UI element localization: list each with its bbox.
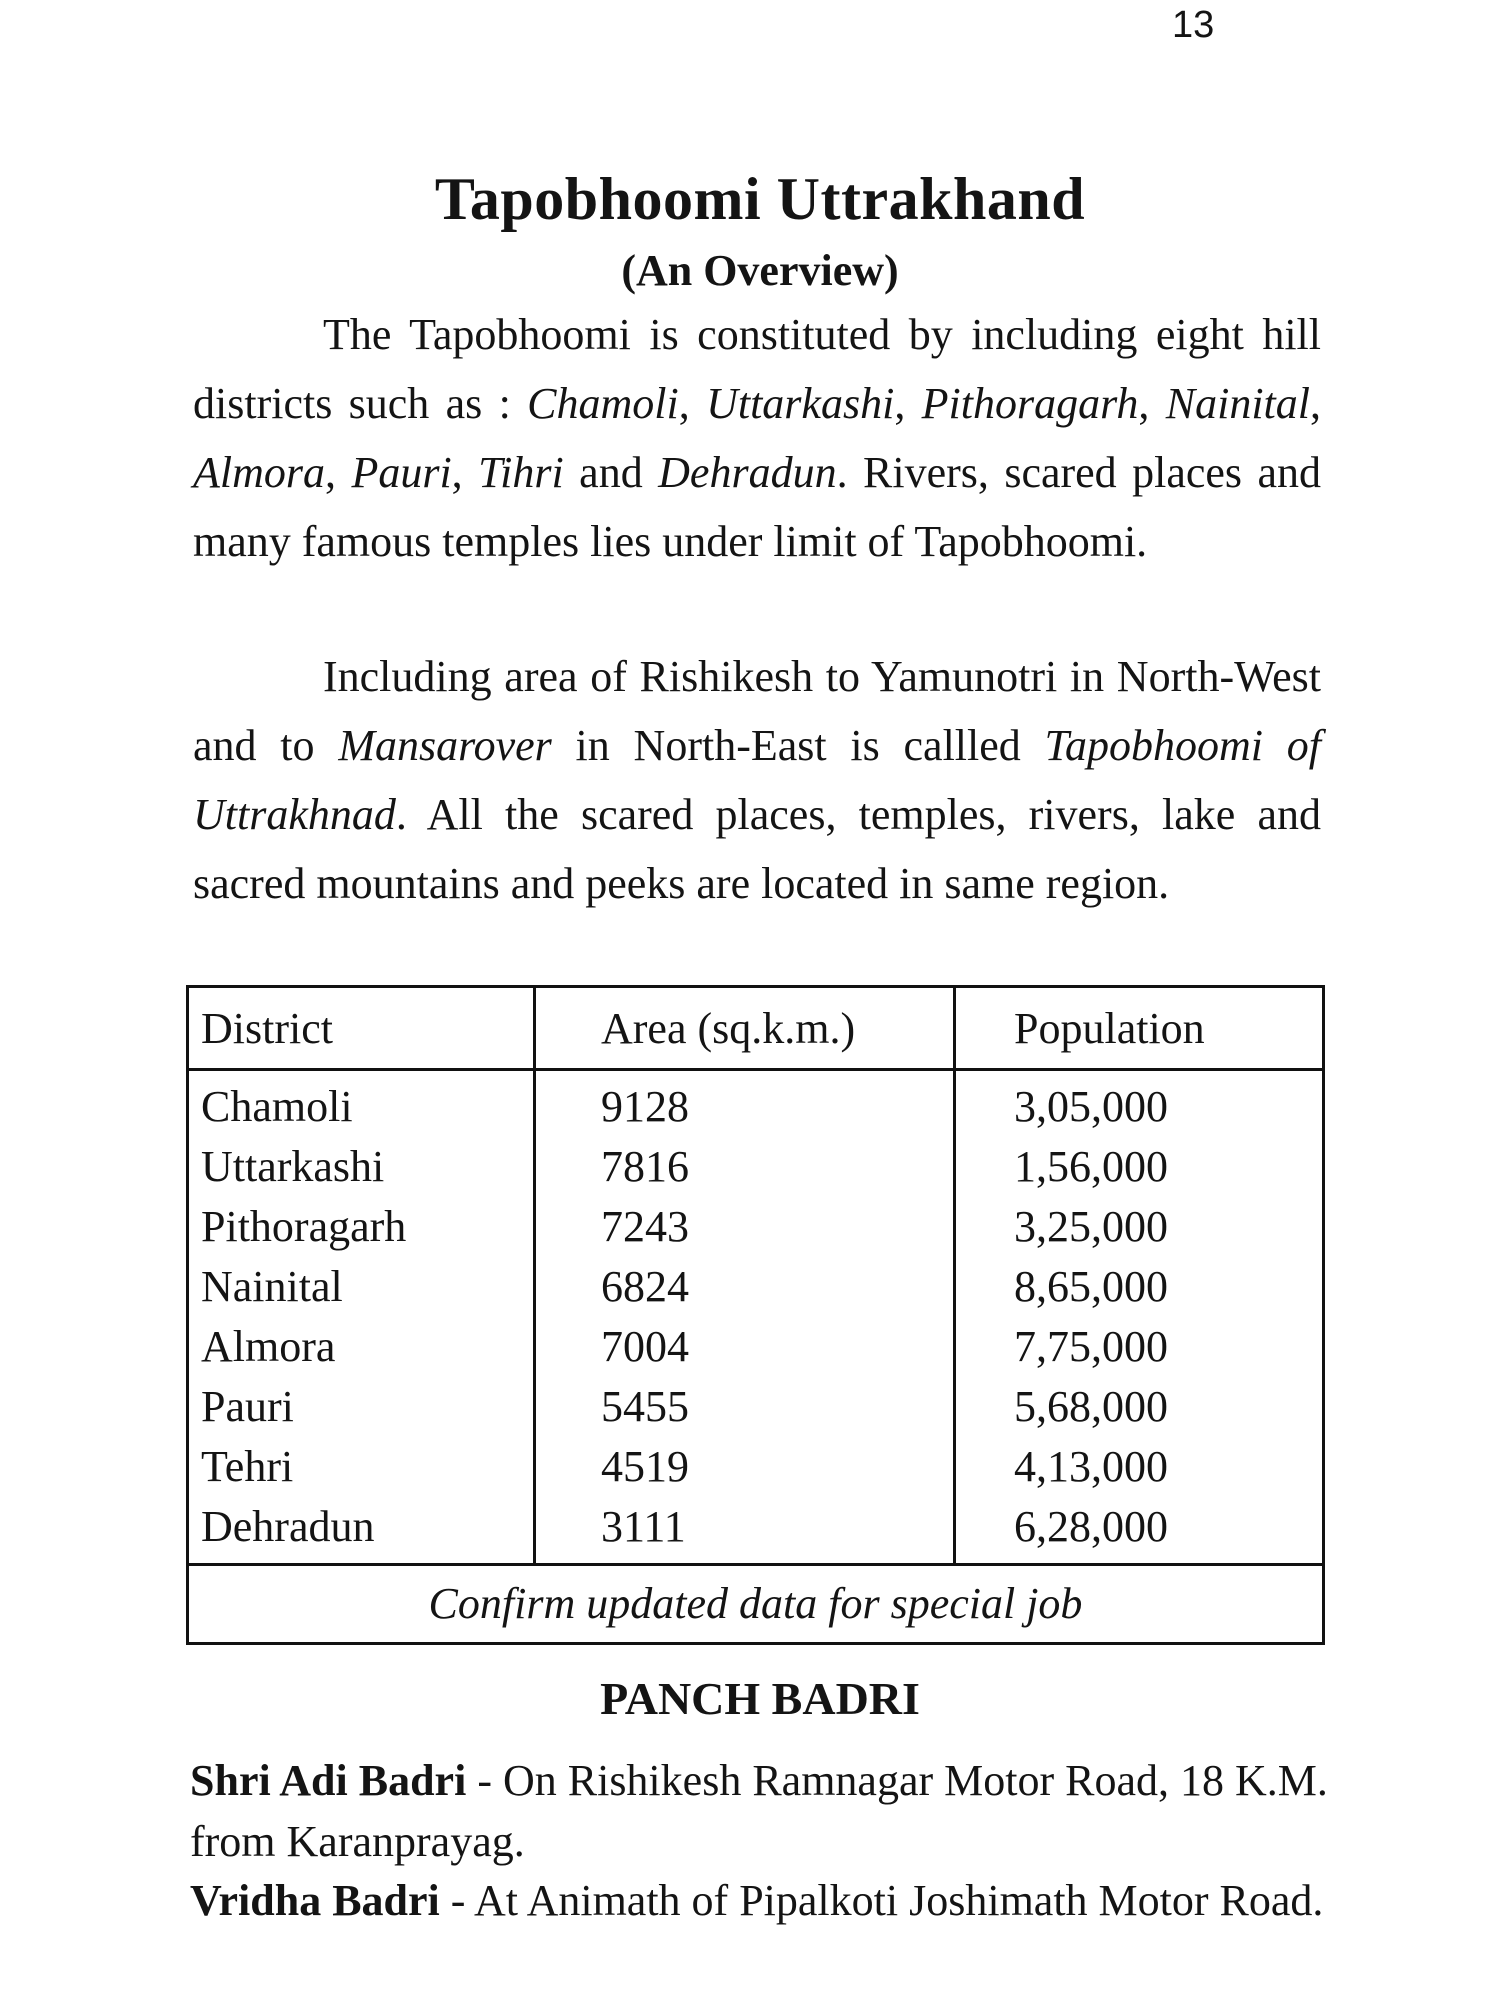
- badri-description: - At Animath of Pipalkoti Joshimath Motor Road.: [439, 1876, 1324, 1925]
- district-name: Tihri: [478, 448, 564, 497]
- intro-text: The Tapobhoomi is constituted by including eight hill districts such as :: [193, 310, 1321, 428]
- place-name: Tapobhoomi of Uttrakhnad: [193, 721, 1321, 839]
- population-cell: 5,68,000: [955, 1377, 1324, 1437]
- page-subtitle: (An Overview): [621, 246, 899, 295]
- badri-name: Vridha Badri: [190, 1876, 440, 1925]
- population-cell: 6,28,000: [955, 1497, 1324, 1565]
- table-note-row: [188, 1565, 1324, 1644]
- district-cell: Tehri: [188, 1437, 535, 1497]
- table-row: [188, 1070, 1324, 1138]
- badri-entry: [190, 1870, 1330, 1931]
- area-cell: 5455: [535, 1377, 955, 1437]
- column-header-district: District: [188, 987, 535, 1070]
- district-name: Nainital: [1165, 379, 1310, 428]
- table-row: [188, 1137, 1324, 1197]
- district-cell: Pauri: [188, 1377, 535, 1437]
- intro-text: . Rivers, scared places and many famous temples lies under limit of Tapobhoomi.: [193, 448, 1322, 566]
- district-name: Almora: [193, 448, 325, 497]
- badri-name: Shri Adi Badri: [190, 1756, 467, 1805]
- district-cell: Uttarkashi: [188, 1137, 535, 1197]
- table-header-row: [188, 987, 1324, 1070]
- district-name: Pithoragarh: [921, 379, 1139, 428]
- table-row: [188, 1197, 1324, 1257]
- table-row: [188, 1317, 1324, 1377]
- column-header-area: Area (sq.k.m.): [535, 987, 955, 1070]
- district-cell: Dehradun: [188, 1497, 535, 1565]
- page-number: 13: [1172, 4, 1215, 46]
- district-name: Pauri: [351, 448, 452, 497]
- region-text: in North-East is callled: [551, 721, 1045, 770]
- column-header-population: Population: [955, 987, 1324, 1070]
- district-cell: Almora: [188, 1317, 535, 1377]
- population-cell: 4,13,000: [955, 1437, 1324, 1497]
- area-cell: 3111: [535, 1497, 955, 1565]
- population-cell: 3,05,000: [955, 1070, 1324, 1138]
- district-name: Chamoli: [527, 379, 679, 428]
- table-row: [188, 1257, 1324, 1317]
- table-note: Confirm updated data for special job: [188, 1565, 1324, 1644]
- area-cell: 9128: [535, 1070, 955, 1138]
- population-cell: 1,56,000: [955, 1137, 1324, 1197]
- region-text: Including area of Rishikesh to Yamunotri in North-West and to: [193, 652, 1321, 770]
- section-heading: PANCH BADRI: [600, 1673, 920, 1724]
- table-row: [188, 1497, 1324, 1565]
- area-cell: 6824: [535, 1257, 955, 1317]
- badri-description: - On Rishikesh Ramnagar Motor Road, 18 K.M. from Karanprayag.: [190, 1756, 1328, 1866]
- population-cell: 3,25,000: [955, 1197, 1324, 1257]
- area-cell: 7243: [535, 1197, 955, 1257]
- region-paragraph: [193, 642, 1321, 918]
- region-text: . All the scared places, temples, rivers, lake and sacred mountains and peeks are located in same region.: [193, 790, 1321, 908]
- district-table: [186, 985, 1325, 1645]
- area-cell: 7004: [535, 1317, 955, 1377]
- population-cell: 8,65,000: [955, 1257, 1324, 1317]
- district-cell: Pithoragarh: [188, 1197, 535, 1257]
- district-name: Dehradun: [658, 448, 837, 497]
- intro-paragraph: The Tapobhoomi is constituted by including eight hill districts such as : Chamoli, Uttarkashi, Pithoragarh, Nainital, Almora, Pauri, Tihri and Dehradun. Rivers, scared places and many famous temples lies under limit of Tapobhoomi.: [193, 310, 1322, 566]
- area-cell: 4519: [535, 1437, 955, 1497]
- table-row: [188, 1437, 1324, 1497]
- page-title: Tapobhoomi Uttrakhand: [434, 166, 1086, 232]
- badri-entry: [190, 1750, 1330, 1872]
- district-cell: Chamoli: [188, 1070, 535, 1138]
- population-cell: 7,75,000: [955, 1317, 1324, 1377]
- district-cell: Nainital: [188, 1257, 535, 1317]
- area-cell: 7816: [535, 1137, 955, 1197]
- table-row: [188, 1377, 1324, 1437]
- district-name: Uttarkashi: [706, 379, 895, 428]
- place-name: Mansarover: [338, 721, 552, 770]
